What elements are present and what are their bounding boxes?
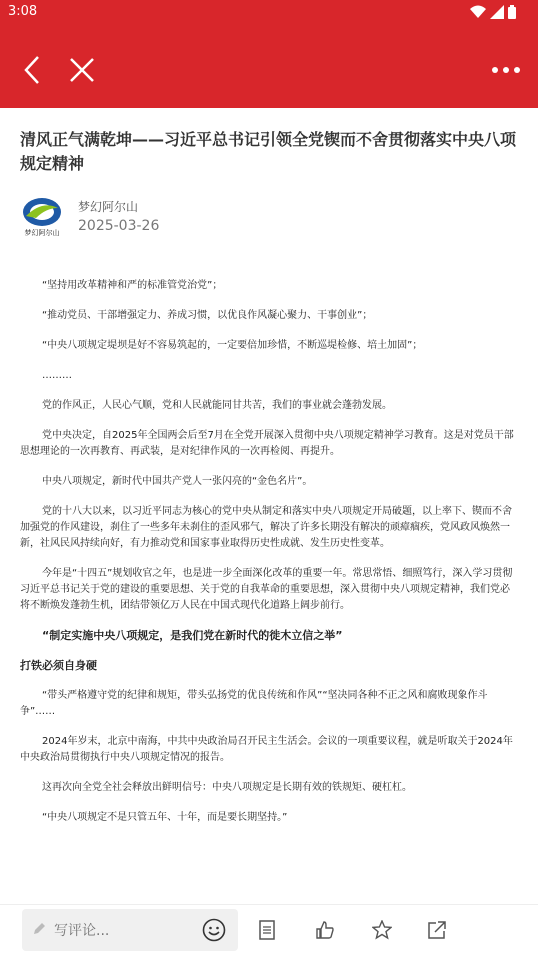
author-name[interactable]: 梦幻阿尔山 xyxy=(78,200,139,214)
wifi-icon xyxy=(470,5,486,19)
status-icons xyxy=(470,4,516,20)
author-block[interactable] xyxy=(20,194,518,244)
thumbs-up-icon xyxy=(315,920,335,940)
comment-input[interactable] xyxy=(52,909,196,953)
paragraph: “带头严格遵守党的纪律和规矩，带头弘扬党的优良传统和作风”“坚决同各种不正之风和腐败现象作斗争”…… xyxy=(20,690,488,717)
paragraph: 党的作风正，人民心气顺，党和人民就能同甘共苦，我们的事业就会蓬勃发展。 xyxy=(42,400,392,411)
paragraph: ……… xyxy=(42,370,72,381)
article-title: 清风正气满乾坤——习近平总书记引领全党锲而不舍贯彻落实中央八项规定精神 xyxy=(20,130,517,173)
paragraph: “推动党员、干部增强定力、养成习惯，以优良作风凝心聚力、干事创业”； xyxy=(42,310,373,321)
like-button[interactable] xyxy=(314,919,336,941)
paragraph: “中央八项规定不是只管五年、十年，而是要长期坚持。” xyxy=(42,812,288,823)
edit-icon xyxy=(32,922,46,936)
author-avatar-logo[interactable] xyxy=(20,194,64,238)
close-button[interactable] xyxy=(64,52,100,88)
comments-button[interactable] xyxy=(256,919,278,941)
star-icon xyxy=(372,920,392,940)
article-body xyxy=(20,278,518,840)
more-dots-icon xyxy=(491,66,521,74)
more-button[interactable] xyxy=(488,52,524,88)
paragraph: 党中央决定，自2025年全国两会后至7月在全党开展深入贯彻中央八项规定精神学习教育。这是对党员干部思想理论的一次再教育、再武装，是对纪律作风的一次再检阅、再提升。 xyxy=(20,430,514,457)
back-arrow-icon xyxy=(22,55,42,85)
close-icon xyxy=(69,57,95,83)
paragraph: 今年是“十四五”规划收官之年，也是进一步全面深化改革的重要一年。常思常悟、细照笃行，深入学习贯彻习近平总书记关于党的建设的重要思想、关于党的自我革命的重要思想，深入贯彻中央八项规定精神，我们党必将不断焕发蓬勃生机，团结带领亿万人民在中国式现代化道路上阔步前行。 xyxy=(20,568,513,611)
share-icon xyxy=(427,920,447,940)
signal-icon xyxy=(490,5,504,19)
emoji-icon[interactable] xyxy=(202,918,226,942)
paragraph: 中央八项规定，新时代中国共产党人一张闪亮的“金色名片”。 xyxy=(42,476,313,487)
top-bar xyxy=(0,0,538,108)
favorite-button[interactable] xyxy=(371,919,393,941)
paragraph: “中央八项规定堤坝是好不容易筑起的，一定要倍加珍惜，不断巡堤检修、培土加固”； xyxy=(42,340,423,351)
subheading: 打铁必须自身硬 xyxy=(20,659,97,672)
status-bar xyxy=(0,0,538,24)
paragraph: 这再次向全党全社会释放出鲜明信号：中央八项规定是长期有效的铁规矩、硬杠杠。 xyxy=(42,782,412,793)
share-button[interactable] xyxy=(426,919,448,941)
article-content[interactable] xyxy=(0,108,538,904)
paragraph: “坚持用改革精神和严的标准管党治党”； xyxy=(42,280,223,291)
bottom-toolbar xyxy=(0,904,538,957)
battery-icon xyxy=(508,5,516,19)
publish-date: 2025-03-26 xyxy=(78,218,160,234)
section-heading: “制定实施中央八项规定，是我们党在新时代的徙木立信之举” xyxy=(42,629,343,642)
paragraph: 2024年岁末，北京中南海，中共中央政治局召开民主生活会。会议的一项重要议程，就是听取关于2024年中央政治局贯彻执行中央八项规定情况的报告。 xyxy=(20,736,513,763)
paragraph: 党的十八大以来，以习近平同志为核心的党中央从制定和落实中央八项规定开局破题，以上率下、锲而不舍加强党的作风建设，刹住了一些多年未刹住的歪风邪气，解决了许多长期没有解决的顽瘴痼疾，党风政风焕然一新，社风民风持续向好，有力推动党和国家事业取得历史性成就、发生历史性变革。 xyxy=(20,506,512,549)
status-time: 3:08 xyxy=(8,4,38,19)
document-icon xyxy=(259,920,275,940)
back-button[interactable] xyxy=(14,52,50,88)
comment-box[interactable] xyxy=(22,909,238,951)
svg-text:梦幻阿尔山: 梦幻阿尔山 xyxy=(24,229,60,237)
